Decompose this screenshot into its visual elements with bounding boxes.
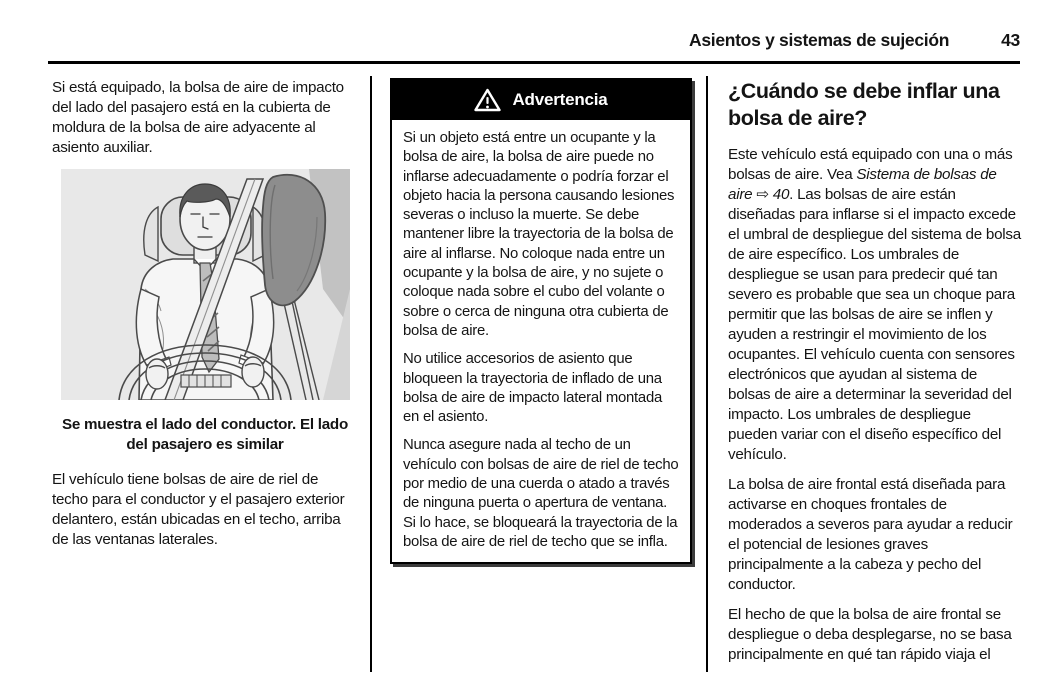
airbag-inflate-paragraph-2: La bolsa de aire frontal está diseñada para activarse en choques frontales de moderados a severos para ayudar a reducir el potencial de lesiones graves principalmente a la cabeza y pecho del conductor.: [728, 476, 1013, 593]
warning-title: Advertencia: [512, 90, 608, 109]
column-divider-left: [370, 76, 372, 672]
airbag-location-paragraph: Si está equipado, la bolsa de aire de impacto del lado del pasajero está en la cubierta de moldura de la bolsa de aire adyacente al asiento auxiliar.: [52, 79, 344, 156]
section-heading: ¿Cuándo se debe inflar una bolsa de aire?: [728, 79, 1000, 130]
page-number: 43: [1001, 30, 1020, 50]
reference-page: 40: [772, 186, 790, 203]
left-column: [52, 78, 358, 561]
warning-triangle-icon: [474, 88, 501, 112]
reference-arrow-icon: ⇨: [756, 186, 773, 203]
middle-column: [390, 78, 692, 564]
reference-title: Sistema de bolsas de aire: [728, 166, 997, 203]
header-rule: [48, 61, 1020, 64]
warning-body: [392, 120, 690, 562]
page-title: Asientos y sistemas de sujeción: [689, 30, 950, 50]
right-column: [728, 78, 1021, 675]
driver-airbag-figure: [61, 169, 350, 400]
page-header: [48, 30, 1020, 51]
warning-box: [390, 78, 692, 564]
paragraph-text: Este vehículo está equipado con una o más bolsas de aire. Vea: [728, 146, 1013, 183]
warning-paragraph-2: No utilice accesorios de asiento que bloqueen la trayectoria de inflado de una bolsa de aire de impacto lateral montada en el asiento.: [403, 351, 663, 426]
driver-side-airbag-illustration: [61, 169, 350, 400]
warning-paragraph-1: Si un objeto está entre un ocupante y la bolsa de aire, la bolsa de aire puede no inflarse adecuadamente o podría forzar el objeto hacia la persona causando lesiones severas o incluso la muerte. Se debe mantener libre la trayectoria de la bolsa de aire al inflarse. No coloque nada entre un ocupante y la bolsa de aire, y no sujete o coloque nada sobre el cubo del volante o sobre o cerca de ninguna otra cubierta de bolsa de aire.: [403, 130, 675, 339]
warning-paragraph-3: Nunca asegure nada al techo de un vehículo con bolsas de aire de riel de techo por medio de una cuerda o atado a través de ninguna puerta o apertura de ventana. Si lo hace, se bloqueará la trayectoria de la bolsa de aire de riel de techo que se infla.: [403, 437, 679, 550]
airbag-inflate-paragraph-3: El hecho de que la bolsa de aire frontal se despliegue o deba desplegarse, no se basa principalmente en qué tan rápido viaja el: [728, 606, 1012, 663]
figure-caption: Se muestra el lado del conductor. El lado del pasajero es similar: [62, 416, 348, 453]
roof-rail-airbag-paragraph: El vehículo tiene bolsas de aire de riel de techo para el conductor y el pasajero exterior delantero, están ubicadas en el techo, arriba de las ventanas laterales.: [52, 471, 345, 548]
warning-header: [392, 80, 690, 120]
airbag-inflate-paragraph-1: [728, 145, 1021, 465]
paragraph-text: . Las bolsas de aire están diseñadas para inflarse si el impacto excede el umbral de despliegue del sistema de bolsa de aire específico. Los umbrales de despliegue se usan para predecir qué tan severo es probable que sea un choque para permitir que las bolsas de aire se inflen y ayuden a restringir el movimiento de los ocupantes. El vehículo cuenta con sensores electrónicos que ayudan al sistema de bolsas de aire a determinar la severidad del impacto. Los umbrales de despliegue pueden variar con el diseño específico del vehículo.: [728, 186, 1021, 463]
column-divider-right: [706, 76, 708, 672]
